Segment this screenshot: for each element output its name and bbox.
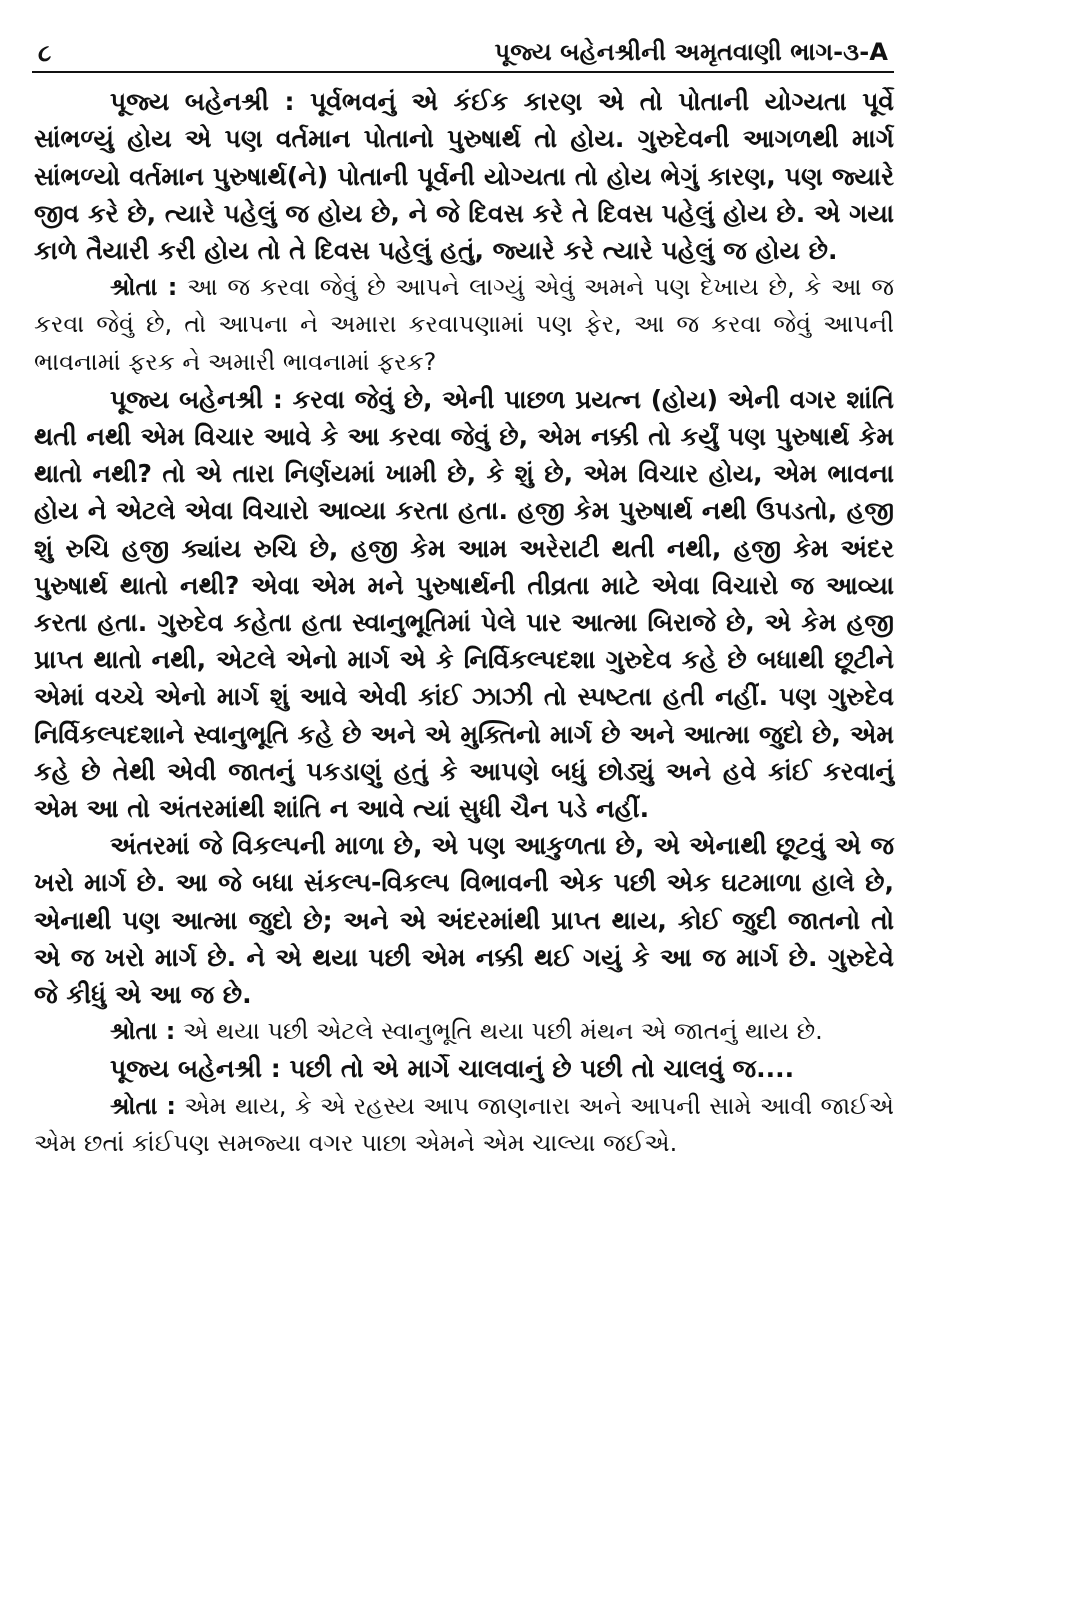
- paragraph-4: [34, 827, 894, 1013]
- paragraph-text: અંતરમાં જે વિકલ્પની માળા છે, એ પણ આકુળતા છે, એ એનાથી છૂટવું એ જ ખરો માર્ગ છે. આ જે બધા સંકલ્પ-વિકલ્પ વિભાવની એક પછી એક ઘટમાળા હાલે છે, એનાથી પણ આત્મા જુદો છે; અને એ અંદરમાંથી પ્રાપ્ત થાય, કોઈ જુદી જાતનો તો એ જ ખરો માર્ગ છે. ને એ થયા પછી એમ નક્કી થઈ ગયું કે આ જ માર્ગ છે. ગુરુદેવે જે કીધું એ આ જ છે.: [34, 831, 894, 1010]
- running-title: પૂજ્ય બહેનશ્રીની અમૃતવાણી ભાગ-૩-A: [494, 38, 888, 66]
- paragraph-7: [34, 1088, 894, 1162]
- speaker-label: શ્રોતા :: [110, 1091, 177, 1120]
- paragraph-text: કરવા જેવું છે, એની પાછળ પ્રયત્ન (હોય) એની વગર શાંતિ થતી નથી એમ વિચાર આવે કે આ કરવા જેવું છે, એમ નક્કી તો કર્યું પણ પુરુષાર્થ કેમ થાતો નથી? તો એ તારા નિર્ણયમાં ખામી છે, કે શું છે, એમ વિચાર હોય, એમ ભાવના હોય ને એટલે એવા વિચારો આવ્યા કરતા હતા. હજી કેમ પુરુષાર્થ નથી ઉપડતો, હજી શું રુચિ હજી ક્યાંય રુચિ છે, હજી કેમ આમ અરેરાટી થતી નથી, હજી કેમ અંદર પુરુષાર્થ થાતો નથી? એવા એમ મને પુરુષાર્થની તીવ્રતા માટે એવા વિચારો જ આવ્યા કરતા હતા. ગુરુદેવ કહેતા હતા સ્વાનુભૂતિમાં પેલે પાર આત્મા બિરાજે છે, એ કેમ હજી પ્રાપ્ત થાતો નથી, એટલે એનો માર્ગ એ કે નિર્વિકલ્પદશા ગુરુદેવ કહે છે બધાથી છૂટીને એમાં વચ્ચે એનો માર્ગ શું આવે એવી કાંઈ ઝાઝી તો સ્પષ્ટતા હતી નહીં. પણ ગુરુદેવ નિર્વિકલ્પદશાને સ્વાનુભૂતિ કહે છે અને એ મુક્તિનો માર્ગ છે અને આત્મા જુદો છે, એમ કહે છે તેથી એવી જાતનું પકડાણું હતું કે આપણે બધું છોડ્યું અને હવે કાંઈ કરવાનું એમ આ તો અંતરમાંથી શાંતિ ન આવે ત્યાં સુધી ચૈન પડે નહીં.: [34, 384, 895, 824]
- page-content: [32, 83, 894, 1162]
- paragraph-text: એમ થાય, કે એ રહસ્ય આપ જાણનારા અને આપની સામે આવી જાઈએ એમ છતાં કાંઈપણ સમજ્યા વગર પાછા એમને એમ ચાલ્યા જઈએ.: [34, 1091, 895, 1157]
- paragraph-text: આ જ કરવા જેવું છે આપને લાગ્યું એવું અમને પણ દેખાય છે, કે આ જ કરવા જેવું છે, તો આપના ને અમારા કરવાપણામાં પણ ફેર, આ જ કરવા જેવું આપની ભાવનામાં ફરક ને અમારી ભાવનામાં ફરક?: [34, 273, 894, 376]
- paragraph-2: [34, 269, 894, 381]
- paragraph-5: [34, 1013, 894, 1050]
- paragraph-text: પૂર્વભવનું એ કંઈક કારણ એ તો પોતાની યોગ્યતા પૂર્વે સાંભળ્યું હોય એ પણ વર્તમાન પોતાનો પુરુષાર્થ તો હોય. ગુરુદેવની આગળથી માર્ગ સાંભળ્યો વર્તમાન પુરુષાર્થ(ને) પોતાની પૂર્વની યોગ્યતા તો હોય ભેગું કારણ, પણ જ્યારે જીવ કરે છે, ત્યારે પહેલું જ હોય છે, ને જે દિવસ કરે તે દિવસ પહેલું હોય છે. એ ગયા કાળે તૈયારી કરી હોય તો તે દિવસ પહેલું હતું, જ્યારે કરે ત્યારે પહેલું જ હોય છે.: [34, 87, 894, 265]
- paragraph-text: એ થયા પછી એટલે સ્વાનુભૂતિ થયા પછી મંથન એ જાતનું થાય છે.: [182, 1017, 823, 1046]
- speaker-label: શ્રોતા :: [110, 1017, 176, 1046]
- paragraph-3: [34, 381, 894, 827]
- speaker-label: શ્રોતા :: [110, 273, 178, 302]
- paragraph-text: પછી તો એ માર્ગે ચાલવાનું છે પછી તો ચાલવું જ....: [289, 1054, 795, 1084]
- paragraph-6: [34, 1050, 894, 1087]
- page-header: [32, 40, 894, 73]
- paragraph-1: [34, 83, 894, 269]
- speaker-label: પૂજ્ય બહેનશ્રી :: [110, 1054, 281, 1084]
- speaker-label: પૂજ્ય બહેનશ્રી :: [110, 384, 283, 414]
- page-number: ૮: [38, 39, 52, 68]
- speaker-label: પૂજ્ય બહેનશ્રી :: [110, 87, 295, 117]
- document-page: [32, 40, 894, 1162]
